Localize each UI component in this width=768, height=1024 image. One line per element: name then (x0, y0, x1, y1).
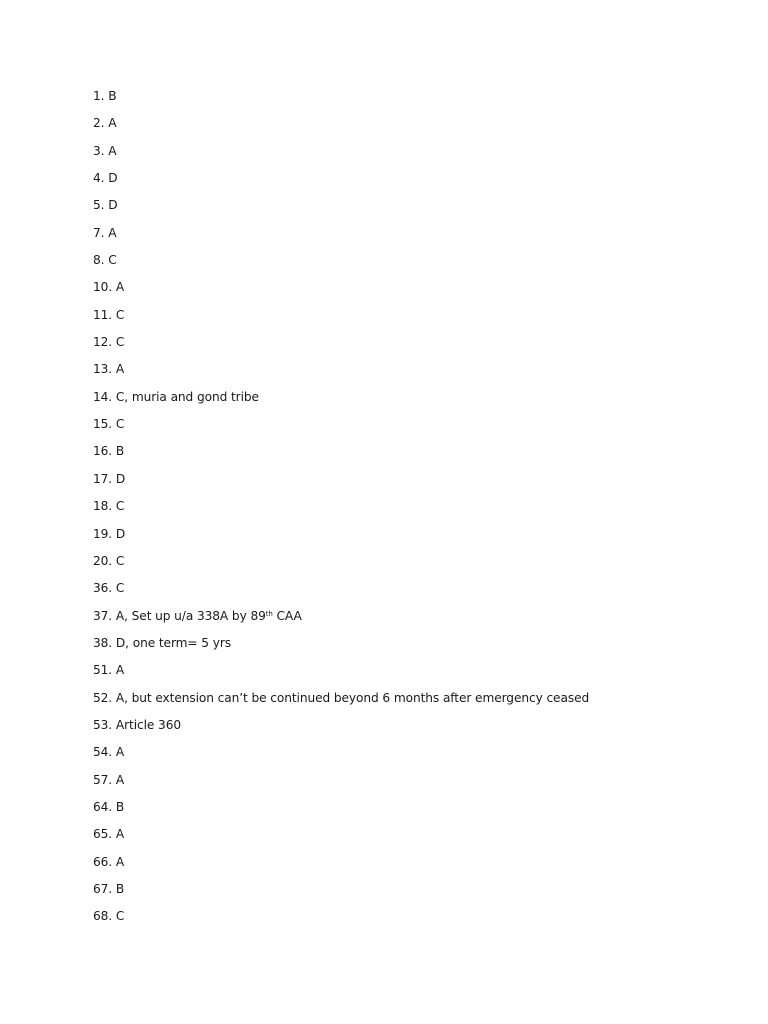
answer-text: A (115, 854, 125, 869)
answer-superscript: th (265, 609, 273, 618)
answer-line (93, 526, 589, 553)
answer-line (93, 908, 589, 935)
answer-text: B (115, 881, 125, 896)
answer-text: Article 360 (115, 717, 182, 732)
answer-number: 14. (93, 389, 113, 404)
answer-number: 36. (93, 581, 113, 596)
answer-line (93, 361, 589, 388)
answer-number: 65. (93, 827, 113, 842)
answer-line (93, 307, 589, 334)
answer-text: A (108, 143, 117, 158)
answer-number: 17. (93, 471, 113, 486)
answer-text: A (108, 116, 117, 131)
answer-number: 51. (93, 663, 113, 678)
answer-number: 11. (93, 307, 113, 322)
answer-number: 64. (93, 799, 113, 814)
answer-text: A (115, 362, 125, 377)
answer-text: A (115, 663, 125, 678)
answer-text-continued: CAA (272, 608, 302, 623)
answer-list (93, 88, 589, 936)
answer-line (93, 88, 589, 115)
answer-line (93, 635, 589, 662)
answer-text: C (115, 581, 125, 596)
answer-text: A (108, 225, 117, 240)
answer-number: 4. (93, 171, 105, 186)
answer-number: 5. (93, 198, 105, 213)
answer-line (93, 416, 589, 443)
answer-line (93, 225, 589, 252)
answer-text: A, but extension can’t be continued beyond 6 months after emergency ceased (115, 690, 590, 705)
answer-number: 19. (93, 526, 113, 541)
answer-number: 13. (93, 362, 113, 377)
answer-number: 57. (93, 772, 113, 787)
answer-line (93, 580, 589, 607)
answer-text: C (115, 909, 125, 924)
answer-number: 18. (93, 499, 113, 514)
answer-line (93, 197, 589, 224)
answer-line (93, 443, 589, 470)
answer-line (93, 143, 589, 170)
answer-text: D (115, 471, 126, 486)
answer-number: 12. (93, 335, 113, 350)
answer-line (93, 690, 589, 717)
answer-number: 7. (93, 225, 105, 240)
answer-line (93, 252, 589, 279)
answer-number: 3. (93, 143, 105, 158)
answer-text: A, Set up u/a 338A by 89 (115, 608, 266, 623)
answer-line (93, 115, 589, 142)
answer-text: D (108, 198, 118, 213)
answer-line (93, 744, 589, 771)
answer-number: 67. (93, 881, 113, 896)
answer-number: 54. (93, 745, 113, 760)
answer-line (93, 334, 589, 361)
answer-line (93, 279, 589, 306)
answer-line (93, 826, 589, 853)
answer-line (93, 608, 589, 635)
answer-line (93, 772, 589, 799)
answer-number: 38. (93, 635, 113, 650)
answer-text: B (108, 89, 117, 103)
answer-number: 10. (93, 280, 113, 295)
answer-text: A (115, 745, 125, 760)
answer-number: 53. (93, 717, 113, 732)
answer-line (93, 170, 589, 197)
answer-line (93, 799, 589, 826)
answer-text: A (115, 827, 125, 842)
answer-number: 2. (93, 116, 105, 131)
answer-line (93, 662, 589, 689)
answer-line (93, 498, 589, 525)
answer-text: D (108, 171, 118, 186)
answer-line (93, 553, 589, 580)
answer-line (93, 717, 589, 744)
answer-text: C (115, 335, 125, 350)
answer-line (93, 854, 589, 881)
answer-line (93, 389, 589, 416)
answer-number: 20. (93, 553, 113, 568)
answer-text: B (115, 799, 125, 814)
answer-number: 15. (93, 417, 113, 432)
answer-number: 16. (93, 444, 113, 459)
answer-number: 52. (93, 690, 113, 705)
answer-number: 8. (93, 253, 105, 268)
answer-text: C (108, 253, 117, 268)
answer-number: 66. (93, 854, 113, 869)
answer-text: A (115, 280, 125, 295)
answer-text: C (115, 499, 125, 514)
answer-text: C, muria and gond tribe (115, 389, 259, 404)
answer-number: 68. (93, 909, 113, 924)
answer-line (93, 471, 589, 498)
answer-text: C (115, 553, 125, 568)
answer-line (93, 881, 589, 908)
answer-text: A (115, 772, 125, 787)
answer-text: C (115, 307, 125, 322)
answer-text: D (115, 526, 126, 541)
answer-text: B (115, 444, 125, 459)
answer-text: C (115, 417, 125, 432)
answer-number: 37. (93, 608, 113, 623)
answer-number: 1. (93, 89, 105, 103)
answer-text: D, one term= 5 yrs (115, 635, 231, 650)
